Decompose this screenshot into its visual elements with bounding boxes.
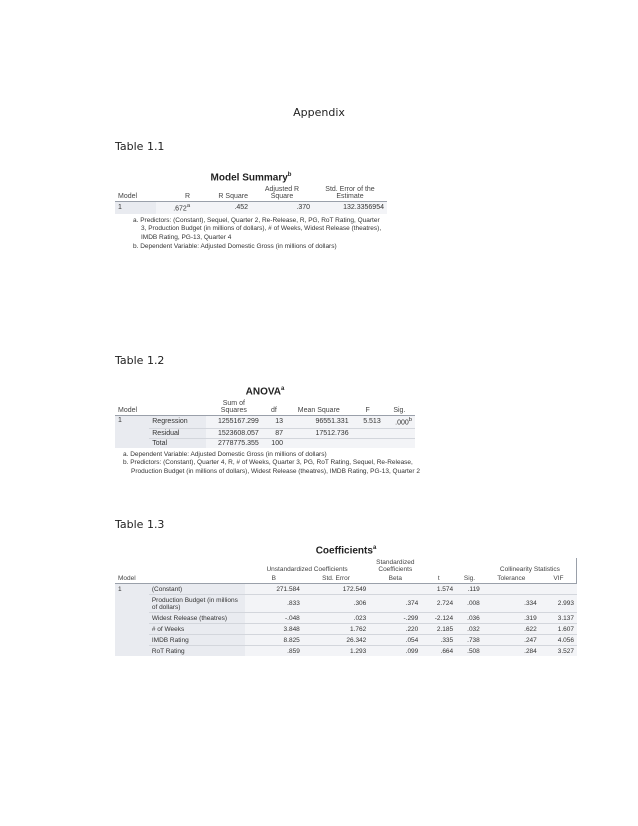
- header-sig: Sig.: [456, 574, 483, 584]
- cell-ss: 1523608.057: [206, 428, 262, 438]
- cell-se: .023: [303, 613, 369, 624]
- cell-variable: # of Weeks: [149, 624, 245, 635]
- table-row: [115, 202, 387, 214]
- cell-sig: .032: [456, 624, 483, 635]
- table-label-1-1: Table 1.1: [115, 140, 165, 153]
- anova-table: [115, 386, 421, 477]
- header-std-error: Std. Error: [303, 574, 369, 584]
- header-adjusted-r-square: Adjusted R Square: [251, 185, 313, 202]
- coefficients-title: Coefficients$^a$: [315, 545, 377, 557]
- table-row: [115, 635, 577, 646]
- cell-b: -.048: [245, 613, 303, 624]
- cell-tolerance: .319: [483, 613, 540, 624]
- cell-f: [352, 438, 384, 448]
- cell-t: .335: [421, 635, 456, 646]
- cell-vif: 2.993: [540, 595, 577, 613]
- model-summary-notes: [133, 217, 383, 252]
- note-a: a. Predictors: (Constant), Sequel, Quarter 2, Re-Release, R, PG, RoT Rating, Quarter 3, Production Budget (in millions of dollars), # of Weeks, Widest Release (theatres), IMDB Rating, PG-13, Quarter 4: [133, 216, 382, 242]
- cell-t: 2.724: [421, 595, 456, 613]
- cell-adj-r-square: .370: [251, 202, 313, 214]
- cell-tolerance: [483, 584, 540, 595]
- cell-df: 13: [262, 416, 286, 428]
- header-vif: VIF: [540, 574, 577, 584]
- header-sig: Sig.: [384, 399, 415, 416]
- cell-df: 87: [262, 428, 286, 438]
- cell-sig: [384, 438, 415, 448]
- cell-beta: .374: [369, 595, 421, 613]
- header-r-square: R Square: [193, 185, 251, 202]
- header-model: Model: [115, 574, 149, 584]
- cell-tolerance: .284: [483, 646, 540, 657]
- cell-vif: 3.137: [540, 613, 577, 624]
- cell-model: 1: [115, 584, 149, 657]
- header-f: F: [352, 399, 384, 416]
- cell-sig: .008: [456, 595, 483, 613]
- cell-b: 271.584: [245, 584, 303, 595]
- cell-t: .664: [421, 646, 456, 657]
- cell-beta: -.299: [369, 613, 421, 624]
- model-summary-title: Model Summary$^b$: [210, 172, 292, 184]
- coefficients-title-sup: a: [372, 545, 377, 551]
- header-blank: [149, 399, 206, 416]
- cell-vif: [540, 584, 577, 595]
- anova-title-sup: a: [281, 386, 285, 392]
- cell-sig: .036: [456, 613, 483, 624]
- cell-f: 5.513: [352, 416, 384, 428]
- cell-t: 1.574: [421, 584, 456, 595]
- cell-se: 172.549: [303, 584, 369, 595]
- cell-sig: .738: [456, 635, 483, 646]
- cell-sig: .119: [456, 584, 483, 595]
- cell-variable: Widest Release (theatres): [149, 613, 245, 624]
- header-tolerance: Tolerance: [483, 574, 540, 584]
- table-row: [115, 416, 415, 428]
- cell-variable: (Constant): [149, 584, 245, 595]
- cell-b: 3.848: [245, 624, 303, 635]
- cell-beta: .054: [369, 635, 421, 646]
- header-unstandardized: Unstandardized Coefficients: [266, 566, 348, 574]
- cell-model: 1: [115, 202, 156, 214]
- coefficients-table: [115, 545, 577, 656]
- header-mean-square: Mean Square: [286, 399, 352, 416]
- cell-ms: [286, 438, 352, 448]
- cell-beta: .220: [369, 624, 421, 635]
- cell-t: 2.185: [421, 624, 456, 635]
- cell-ms: 96551.331: [286, 416, 352, 428]
- cell-variable: RoT Rating: [149, 646, 245, 657]
- cell-ss: 1255167.299: [206, 416, 262, 428]
- header-r: R: [156, 185, 193, 202]
- cell-se: 1.293: [303, 646, 369, 657]
- cell-ms: 17512.736: [286, 428, 352, 438]
- header-t: t: [421, 574, 456, 584]
- cell-b: .859: [245, 646, 303, 657]
- header-model: Model: [115, 185, 156, 202]
- cell-vif: 3.527: [540, 646, 577, 657]
- cell-df: 100: [262, 438, 286, 448]
- page-heading: Appendix: [293, 106, 345, 119]
- cell-se: .306: [303, 595, 369, 613]
- cell-t: -2.124: [421, 613, 456, 624]
- header-standardized: Standardized Coefficients: [376, 559, 415, 574]
- cell-sig: .000$^b$: [384, 416, 415, 428]
- cell-r-square: .452: [193, 202, 251, 214]
- table-row: [115, 595, 577, 613]
- cell-std-error: 132.3356954: [313, 202, 387, 214]
- cell-se: 26.342: [303, 635, 369, 646]
- table-row: [115, 428, 415, 438]
- cell-tolerance: .334: [483, 595, 540, 613]
- header-blank: [149, 574, 245, 584]
- table-row: [115, 438, 415, 448]
- header-model: Model: [115, 399, 149, 416]
- note-b: b. Predictors: (Constant), Quarter 4, R, # of Weeks, Quarter 3, PG, RoT Rating, Sequel, Re-Release, Production Budget (in millions of dollars), Widest Release (theatres), IMDB Rating, PG-13, Quarter 2: [123, 459, 421, 476]
- header-b: B: [245, 574, 303, 584]
- header-collinearity: Collinearity Statistics: [499, 566, 560, 574]
- model-summary-table: [115, 172, 387, 252]
- cell-source: Regression: [149, 416, 206, 428]
- anova-notes: [123, 451, 423, 477]
- header-std-error: Std. Error of the Estimate: [313, 185, 387, 202]
- cell-sig-sup: b: [408, 417, 412, 424]
- table-row: [115, 624, 577, 635]
- cell-model: 1: [115, 416, 149, 448]
- cell-ss: 2778775.355: [206, 438, 262, 448]
- note-b: b. Dependent Variable: Adjusted Domestic Gross (in millions of dollars): [133, 242, 337, 250]
- cell-source: Residual: [149, 428, 206, 438]
- cell-sig: .508: [456, 646, 483, 657]
- cell-sig: [384, 428, 415, 438]
- anova-title: ANOVA$^a$: [245, 386, 285, 398]
- cell-se: 1.762: [303, 624, 369, 635]
- table-label-1-2: Table 1.2: [115, 354, 165, 367]
- table-row: [115, 584, 577, 595]
- cell-beta: .099: [369, 646, 421, 657]
- cell-vif: 1.607: [540, 624, 577, 635]
- cell-variable: Production Budget (in millions of dollars): [149, 595, 245, 613]
- table-label-1-3: Table 1.3: [115, 518, 165, 531]
- model-summary-title-sup: b: [287, 172, 292, 178]
- cell-source: Total: [149, 438, 206, 448]
- cell-b: 8.825: [245, 635, 303, 646]
- cell-vif: 4.056: [540, 635, 577, 646]
- cell-f: [352, 428, 384, 438]
- cell-beta: [369, 584, 421, 595]
- header-beta: Beta: [369, 574, 421, 584]
- table-row: [115, 613, 577, 624]
- cell-tolerance: .247: [483, 635, 540, 646]
- table-row: [115, 646, 577, 657]
- cell-r-sup: a: [186, 203, 191, 210]
- cell-tolerance: .622: [483, 624, 540, 635]
- cell-r: .672$^a$: [156, 202, 193, 214]
- note-a: a. Dependent Variable: Adjusted Domestic Gross (in millions of dollars): [123, 450, 327, 458]
- header-sum-of-squares: Sum of Squares: [206, 399, 262, 416]
- header-df: df: [262, 399, 286, 416]
- cell-b: .833: [245, 595, 303, 613]
- cell-variable: IMDB Rating: [149, 635, 245, 646]
